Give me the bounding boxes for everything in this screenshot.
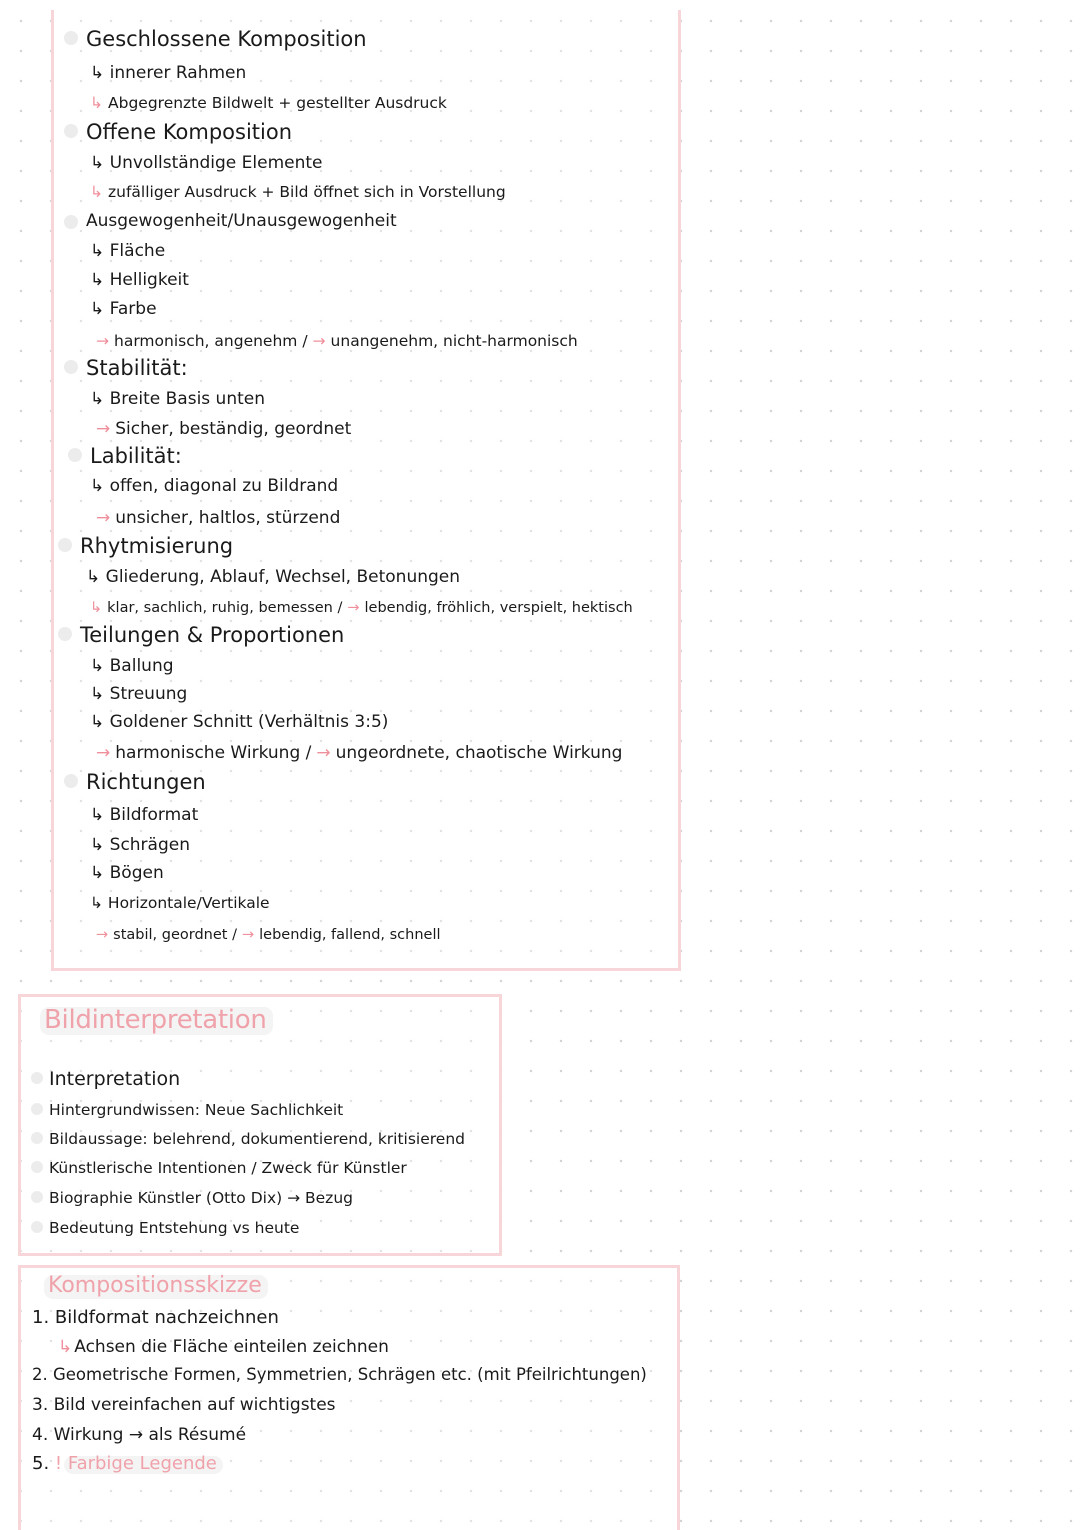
heading-labilitaet: Labilität: [90, 444, 182, 468]
note-line: ↳ Fläche [90, 241, 166, 261]
arrow-right-icon: → [96, 419, 111, 439]
list-item: Hintergrundwissen: Neue Sachlichkeit [49, 1101, 344, 1119]
note-line: ↳ offen, diagonal zu Bildrand [90, 476, 339, 496]
heading-offene-komposition: Offene Komposition [86, 120, 293, 144]
effect-negative: lebendig, fallend, schnell [259, 927, 441, 943]
note-line: ↳ Ballung [90, 656, 174, 676]
effect-positive: klar, sachlich, ruhig, bemessen / [107, 600, 343, 616]
note-text: Abgegrenzte Bildwelt + gestellter Ausdruck [108, 94, 447, 112]
note-line: ↳ Bögen [90, 863, 164, 883]
list-item: Interpretation [49, 1068, 181, 1090]
arrow-right-icon: → [347, 600, 360, 616]
effect-line [96, 742, 622, 764]
step-number: 5. [32, 1453, 50, 1474]
note-line: ↳ Breite Basis unten [90, 389, 266, 409]
note-line: ↳ Gliederung, Ablauf, Wechsel, Betonungen [86, 567, 461, 587]
heading-geschlossene-komposition: Geschlossene Komposition [86, 27, 367, 51]
heading-richtungen: Richtungen [86, 770, 206, 794]
step-3: 3. Bild vereinfachen auf wichtigstes [32, 1395, 336, 1415]
arrow-right-icon: ↳ [58, 1337, 73, 1357]
step-text: Farbige Legende [67, 1453, 217, 1474]
heading-rhytmisierung: Rhytmisierung [80, 534, 234, 558]
effect-line [96, 507, 340, 529]
effect-text: Sicher, beständig, geordnet [115, 419, 352, 439]
list-item: Biographie Künstler (Otto Dix) → Bezug [49, 1189, 353, 1207]
effect-line [90, 597, 633, 619]
title-text: Kompositionsskizze [48, 1273, 262, 1298]
arrow-right-icon: → [96, 332, 109, 350]
effect-line [96, 418, 351, 440]
effect-line [96, 330, 578, 352]
effect-positive: stabil, geordnet / [113, 927, 237, 943]
step-4: 4. Wirkung → als Résumé [32, 1425, 247, 1445]
note-line [90, 92, 447, 114]
arrow-right-icon: ↳ [90, 183, 103, 201]
step-1-sub [58, 1336, 389, 1358]
step-1: 1. Bildformat nachzeichnen [32, 1307, 279, 1328]
arrow-right-icon: → [96, 927, 109, 943]
heading-teilungen-proportionen: Teilungen & Proportionen [80, 623, 345, 647]
section-title-bildinterpretation [44, 1004, 267, 1036]
arrow-right-icon: → [312, 332, 326, 350]
heading-ausgewogenheit: Ausgewogenheit/Unausgewogenheit [86, 211, 397, 231]
arrow-right-icon: → [241, 927, 255, 943]
note-line: ↳ Helligkeit [90, 270, 189, 290]
effect-line [96, 924, 441, 946]
effect-negative: ungeordnete, chaotische Wirkung [335, 743, 623, 763]
step-5 [32, 1453, 217, 1475]
effect-positive: harmonisch, angenehm / [114, 332, 308, 350]
title-text: Bildinterpretation [44, 1005, 267, 1035]
note-line [90, 181, 506, 203]
note-text: zufälliger Ausdruck + Bild öffnet sich in Vorstellung [108, 183, 506, 201]
step-text: Achsen die Fläche einteilen zeichnen [74, 1337, 389, 1357]
effect-positive: harmonische Wirkung / [115, 743, 312, 763]
list-item: Bedeutung Entstehung vs heute [49, 1219, 300, 1237]
note-line: ↳ Streuung [90, 684, 188, 704]
note-line: ↳ Horizontale/Vertikale [90, 894, 270, 912]
arrow-right-icon: → [96, 508, 111, 528]
step-2: 2. Geometrische Formen, Symmetrien, Schrägen etc. (mit Pfeilrichtungen) [32, 1365, 647, 1384]
note-line: ↳ Goldener Schnitt (Verhältnis 3:5) [90, 712, 389, 732]
arrow-right-icon: → [96, 743, 111, 763]
arrow-right-icon: ↳ [90, 94, 103, 112]
note-line: ↳ Bildformat [90, 805, 199, 825]
section-title-kompositionsskizze [48, 1272, 262, 1300]
exclamation-icon: ! [54, 1453, 63, 1474]
note-line: ↳ Farbe [90, 299, 157, 319]
effect-negative: unangenehm, nicht-harmonisch [330, 332, 578, 350]
effect-text: unsicher, haltlos, stürzend [115, 508, 341, 528]
note-line: ↳ innerer Rahmen [90, 63, 247, 83]
note-line: ↳ Unvollständige Elemente [90, 153, 323, 173]
note-line: ↳ Schrägen [90, 835, 190, 855]
list-item: Künstlerische Intentionen / Zweck für Künstler [49, 1159, 407, 1177]
arrow-right-icon: → [316, 743, 331, 763]
heading-stabilitaet: Stabilität: [86, 356, 188, 380]
list-item: Bildaussage: belehrend, dokumentierend, kritisierend [49, 1130, 466, 1148]
effect-negative: lebendig, fröhlich, verspielt, hektisch [364, 600, 633, 616]
arrow-right-icon: ↳ [90, 600, 103, 616]
